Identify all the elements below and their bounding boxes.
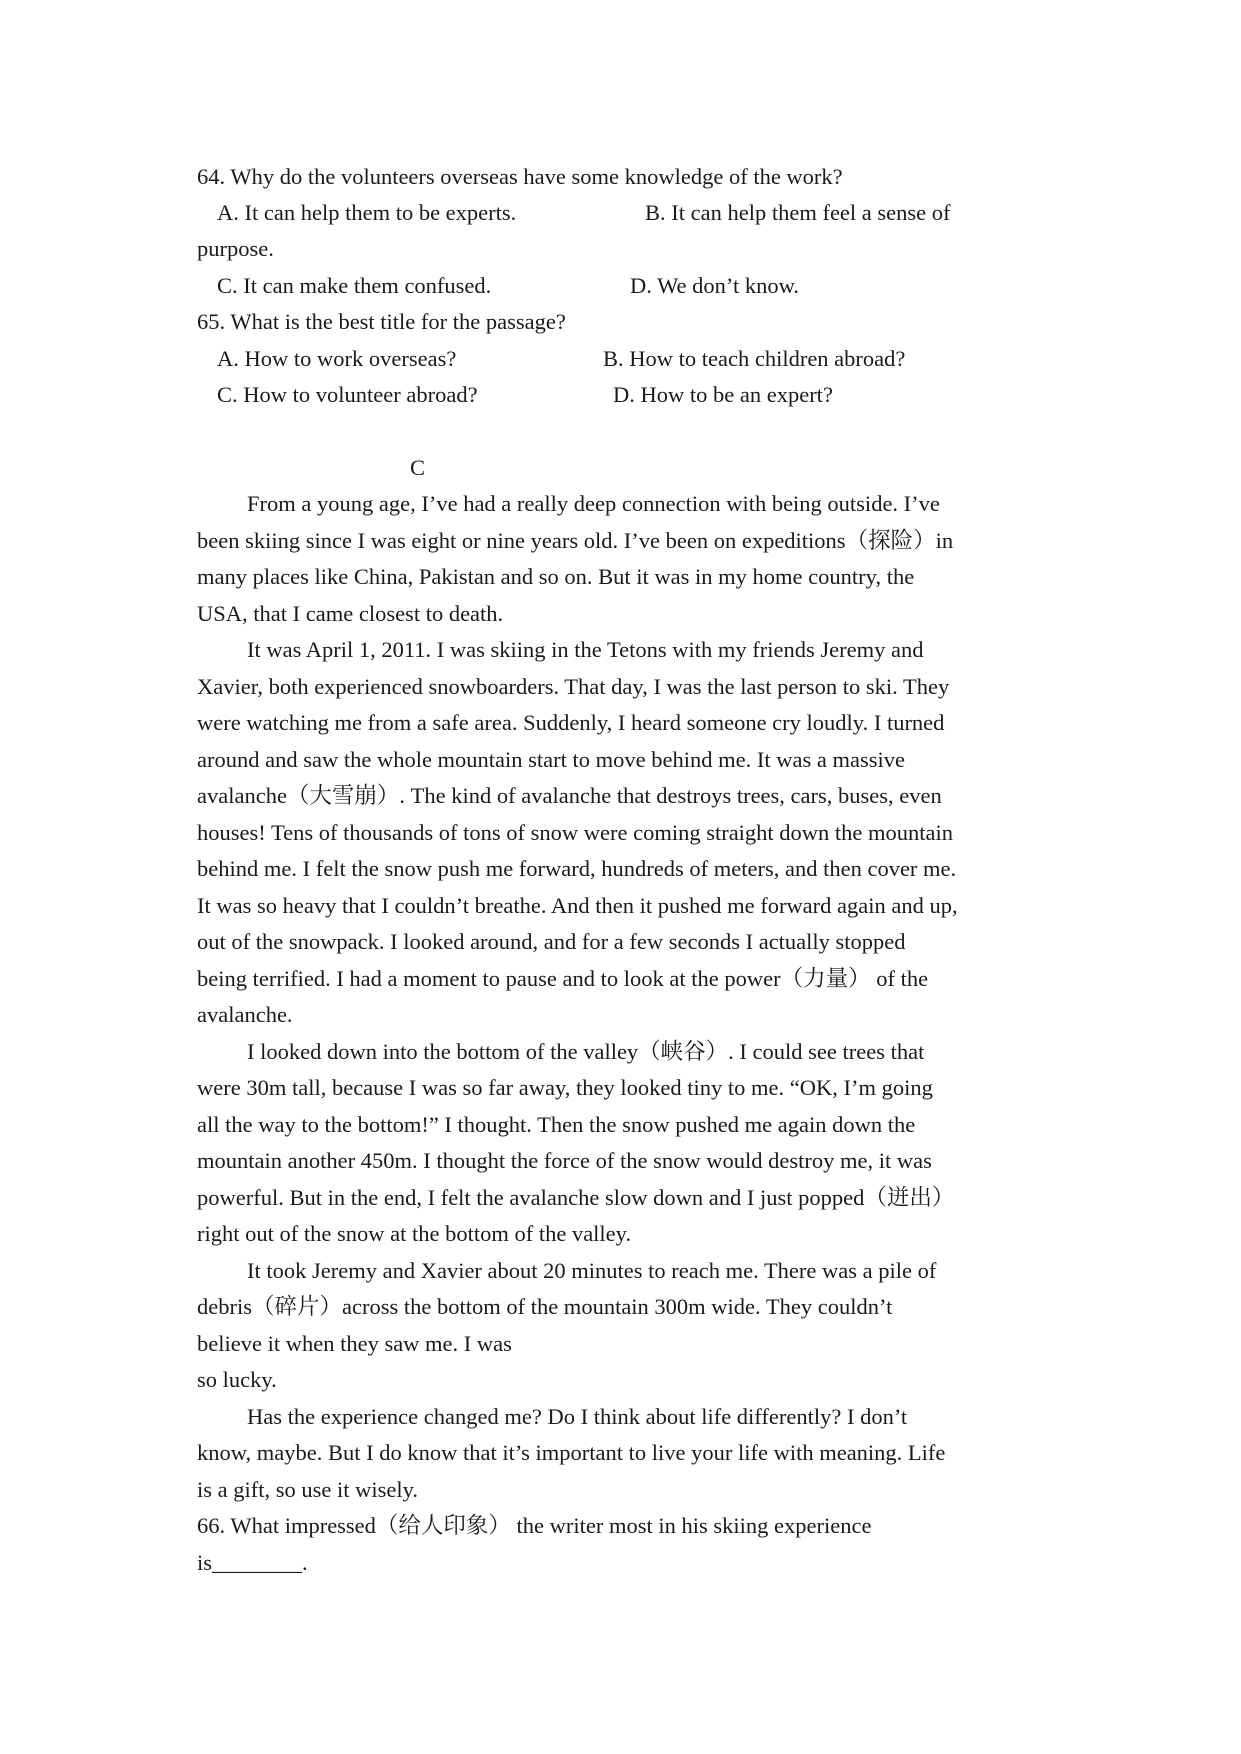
q65-option-a: A. How to work overseas? [217, 346, 457, 371]
q64-option-d: D. We don’t know. [630, 273, 800, 298]
passage-line: I looked down into the bottom of the valley（峡谷）. I could see trees that [247, 1039, 925, 1064]
q65-question: 65. What is the best title for the passage? [197, 309, 566, 334]
passage-line: avalanche（大雪崩）. The kind of avalanche that destroys trees, cars, buses, even [197, 783, 942, 808]
q64-question: 64. Why do the volunteers overseas have some knowledge of the work? [197, 164, 843, 189]
passage-line: mountain another 450m. I thought the force of the snow would destroy me, it was [197, 1148, 932, 1173]
passage-line: were watching me from a safe area. Suddenly, I heard someone cry loudly. I turned [197, 710, 945, 735]
passage-line: is a gift, so use it wisely. [197, 1477, 419, 1502]
q65-option-b: B. How to teach children abroad? [603, 346, 906, 371]
passage-line: It was April 1, 2011. I was skiing in the Tetons with my friends Jeremy and [247, 637, 924, 662]
passage-line: so lucky. [197, 1367, 277, 1392]
passage-line: were 30m tall, because I was so far away, they looked tiny to me. “OK, I’m going [197, 1075, 933, 1100]
passage-line: believe it when they saw me. I was [197, 1331, 512, 1356]
passage-line: Xavier, both experienced snowboarders. That day, I was the last person to ski. They [197, 674, 950, 699]
passage-line: out of the snowpack. I looked around, and for a few seconds I actually stopped [197, 929, 906, 954]
passage-line: been skiing since I was eight or nine years old. I’ve been on expeditions（探险）in [197, 528, 954, 553]
passage-line: many places like China, Pakistan and so on. But it was in my home country, the [197, 564, 915, 589]
passage-line: houses! Tens of thousands of tons of snow were coming straight down the mountain [197, 820, 954, 845]
passage-line: Has the experience changed me? Do I think about life differently? I don’t [247, 1404, 908, 1429]
passage-line: being terrified. I had a moment to pause and to look at the power（力量） of the [197, 966, 929, 991]
passage-line: right out of the snow at the bottom of the valley. [197, 1221, 632, 1246]
passage-line: avalanche. [197, 1002, 293, 1027]
passage-line: know, maybe. But I do know that it’s important to live your life with meaning. Life [197, 1440, 946, 1465]
q64-option-a: A. It can help them to be experts. [217, 200, 517, 225]
section-label: C [410, 455, 426, 480]
passage-line: From a young age, I’ve had a really deep connection with being outside. I’ve [247, 491, 940, 516]
q66-question-continued: is________. [197, 1550, 308, 1575]
q64-option-b-continued: purpose. [197, 236, 274, 261]
passage-line: powerful. But in the end, I felt the avalanche slow down and I just popped（迸出） [197, 1185, 955, 1210]
passage-line: debris（碎片）across the bottom of the mountain 300m wide. They couldn’t [197, 1294, 893, 1319]
q64-option-b: B. It can help them feel a sense of [645, 200, 951, 225]
passage-line: all the way to the bottom!” I thought. Then the snow pushed me again down the [197, 1112, 916, 1137]
passage-line: USA, that I came closest to death. [197, 601, 504, 626]
passage-line: behind me. I felt the snow push me forward, hundreds of meters, and then cover me. [197, 856, 957, 881]
passage-line: It was so heavy that I couldn’t breathe. And then it pushed me forward again and up, [197, 893, 958, 918]
passage-line: around and saw the whole mountain start to move behind me. It was a massive [197, 747, 905, 772]
q64-option-c: C. It can make them confused. [217, 273, 492, 298]
q65-option-d: D. How to be an expert? [613, 382, 833, 407]
passage-line: It took Jeremy and Xavier about 20 minutes to reach me. There was a pile of [247, 1258, 937, 1283]
q65-option-c: C. How to volunteer abroad? [217, 382, 478, 407]
q66-question: 66. What impressed（给人印象） the writer most in his skiing experience [197, 1513, 872, 1538]
